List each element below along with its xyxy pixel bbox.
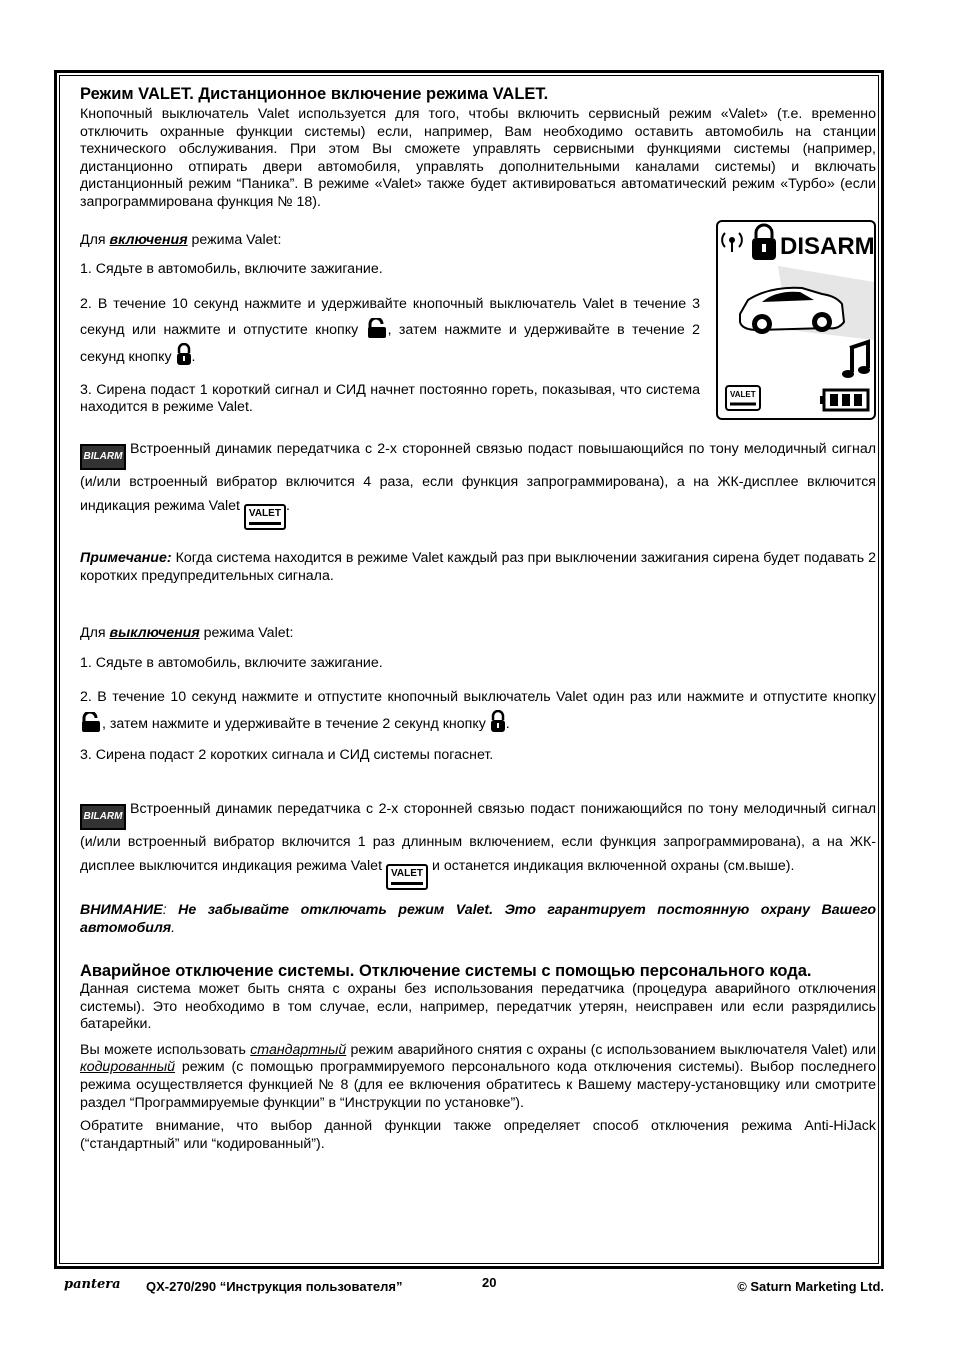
lcd-valet-label: VALET (730, 390, 756, 399)
section-title-valet: Режим VALET. Дистанционное включение режима VALET. (80, 85, 549, 103)
disable-heading: Для выключения режима Valet: (80, 625, 294, 642)
emergency-paragraph-1: Данная система может быть снята с охраны без использования передатчика (процедура аварийного отключения системы). Это необходимо в том случае, если, например, передатчик утерян, неисправен или если разрядились батарейки. (80, 981, 876, 1033)
page-content (80, 82, 876, 1153)
disable-word: выключения (109, 625, 200, 642)
enable-step-3: 3. Сирена подаст 1 короткий сигнал и СИД начнет постоянно гореть, показывая, что система находится в режиме Valet. (80, 381, 700, 416)
enable-step-2: 2. В течение 10 секунд нажмите и удерживайте кнопочный выключатель Valet в течение 3 секунд или нажмите и отпустите кнопку , затем нажмите и удерживайте в течение 2 секунд кнопку . (80, 295, 700, 365)
footer-copyright: © Saturn Marketing Ltd. (737, 1279, 884, 1294)
lock-button-icon (490, 710, 506, 732)
disable-step-2: 2. В течение 10 секунд нажмите и отпустите кнопочный выключатель Valet один раз или нажмите и отпустите кнопку , затем нажмите и удерживайте в течение 2 секунд кнопку . (80, 689, 876, 733)
emergency-paragraph-2: Вы можете использовать стандартный режим аварийного снятия с охраны (с использованием выключателя Valet) или кодированный режим (с помощью программируемого персонального кода отключения системы). Выбор последнего режима осуществляется функцией № 8 (для ее включения обратитесь к Вашему мастеру-установщику или смотрите раздел “Программируемые функции” в “Инструкции по установке”). (80, 1041, 876, 1111)
disable-bilarm-paragraph: BILARM Встроенный динамик передатчика с 2-х сторонней связью подаст понижающийся по тону мелодичный сигнал (и/или встроенный вибратор включится 1 раз длинным включением, если функция запрограммирована), а на ЖК-дисплее выключится индикация режима Valet VALET и останется индикация включенной охраны (см.выше). (80, 797, 876, 890)
emergency-paragraph-3: Обратите внимание, что выбор данной функции также определяет способ отключения режима Anti-HiJack (“стандартный” или “кодированный”). (80, 1118, 876, 1152)
valet-indicator-icon: VALET (244, 504, 286, 530)
enable-word: включения (109, 231, 188, 248)
enable-bilarm-paragraph: BILARM Встроенный динамик передатчика с 2-х сторонней связью подаст повышающийся по тону мелодичный сигнал (и/или встроенный вибратор включится 4 раза, если функция запрограммирована), а на ЖК-дисплее включится индикация режима Valet VALET . (80, 437, 876, 530)
disable-step-1: 1. Сядьте в автомобиль, включите зажигание. (80, 654, 383, 671)
pantera-logo: pantera (64, 1277, 121, 1292)
section-title-emergency: Аварийное отключение системы. Отключение системы с помощью персонального кода. (80, 962, 812, 981)
warning-paragraph: ВНИМАНИЕ: Не забывайте отключать режим Valet. Это гарантирует постоянную охрану Вашего автомобиля. (80, 901, 876, 936)
warning-text: Не забывайте отключать режим Valet. Это гарантирует постоянную охрану Вашего автомобиля (80, 901, 876, 936)
unlock-button-icon (366, 318, 388, 338)
lock-button-icon (176, 343, 192, 365)
note-paragraph: Примечание: Когда система находится в режиме Valet каждый раз при выключении зажигания сирена будет подавать 2 коротких предупредительных сигнала. (80, 549, 876, 584)
footer-model: QX-270/290 “Инструкция пользователя” (146, 1279, 403, 1294)
page-number: 20 (482, 1275, 497, 1290)
standard-word: стандартный (250, 1041, 347, 1058)
page-footer (64, 1275, 884, 1299)
lcd-status-text: DISARM (780, 233, 874, 260)
warning-label: ВНИМАНИЕ (80, 901, 163, 918)
bilarm-icon: BILARM (80, 804, 126, 830)
enable-step-1: 1. Сядьте в автомобиль, включите зажигание. (80, 261, 383, 278)
disable-step-3: 3. Сирена подаст 2 коротких сигнала и СИД системы погаснет. (80, 747, 494, 764)
unlock-button-icon (80, 712, 102, 732)
bilarm-icon: BILARM (80, 444, 126, 470)
valet-indicator-icon: VALET (386, 864, 428, 890)
coded-word: кодированный (80, 1059, 176, 1076)
intro-paragraph: Кнопочный выключатель Valet используется для того, чтобы включить сервисный режим «Valet» (т.е. временно отключить охранные функции системы) если, например, Вам необходимо оставить автомобиль на станции технического обслуживания. При этом Вы сможете управлять сервисными функциями системы (например, дистанционно отпирать двери автомобиля, управлять дополнительными каналами системы) и включать дистанционный режим “Паника”. В режиме «Valet» также будет активироваться автоматический режим «Турбо» (если запрограммирована функция № 18). (80, 106, 876, 210)
enable-heading: Для включения режима Valet: (80, 231, 282, 248)
note-label: Примечание: (80, 549, 172, 566)
